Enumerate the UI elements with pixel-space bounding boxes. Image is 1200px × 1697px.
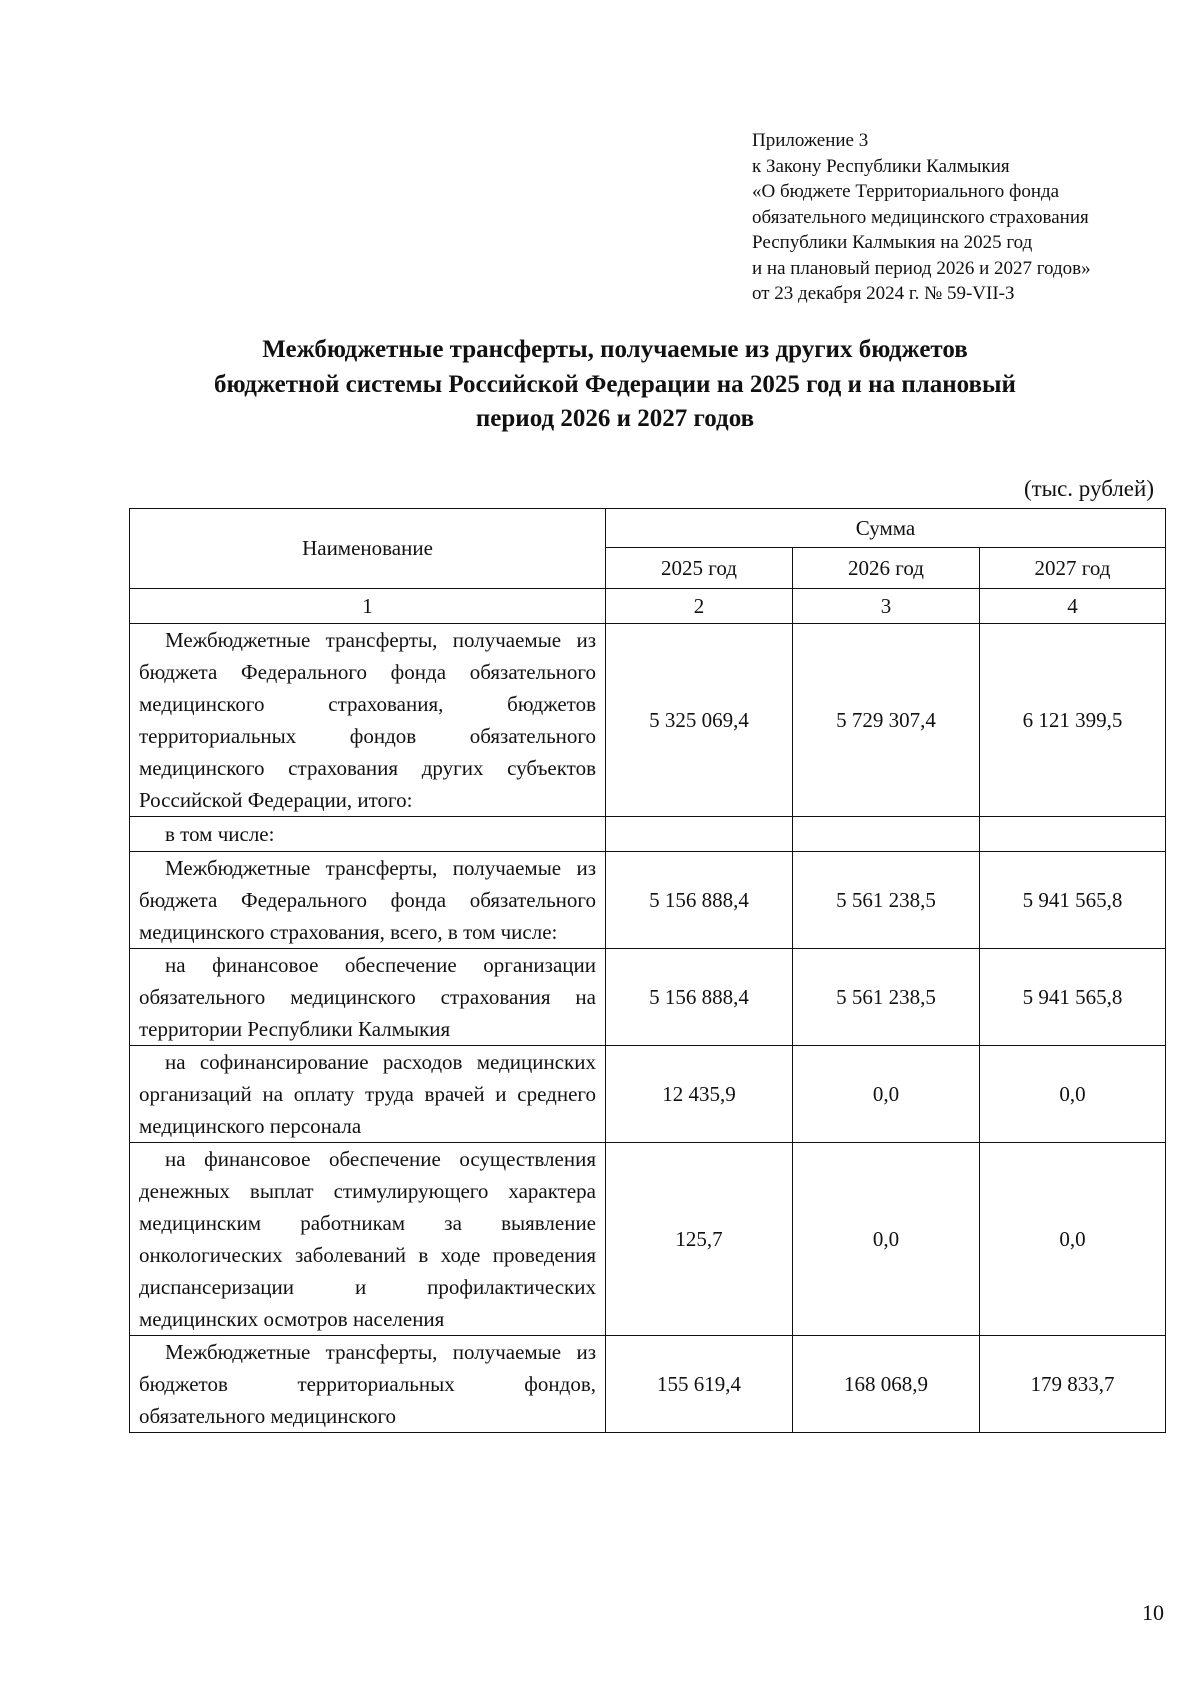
- header-year-2025: 2025 год: [606, 548, 793, 589]
- document-title: [150, 333, 1080, 437]
- title-line: Межбюджетные трансферты, получаемые из других бюджетов: [262, 336, 968, 363]
- value-2025: 5 325 069,4: [606, 624, 793, 817]
- value-2025: 5 156 888,4: [606, 852, 793, 949]
- value-2027: 6 121 399,5: [980, 624, 1166, 817]
- value-2027: [980, 817, 1166, 852]
- appendix-line: обязательного медицинского страхования: [752, 206, 1089, 228]
- column-number: 3: [793, 589, 980, 624]
- column-number: 2: [606, 589, 793, 624]
- title-line: период 2026 и 2027 годов: [475, 405, 755, 432]
- row-name: Межбюджетные трансферты, получаемые из бюджета Федерального фонда обязательного медицинского страхования, всего, в том числе:: [130, 852, 606, 949]
- table-row: [130, 949, 1166, 1046]
- column-number-row: [130, 589, 1166, 624]
- value-2026: 5 729 307,4: [793, 624, 980, 817]
- appendix-line: к Закону Республики Калмыкия: [752, 155, 1010, 177]
- header-sum: Сумма: [606, 509, 1166, 548]
- value-2027: 179 833,7: [980, 1336, 1166, 1433]
- value-2027: 5 941 565,8: [980, 949, 1166, 1046]
- table-row: [130, 852, 1166, 949]
- row-name: Межбюджетные трансферты, получаемые из бюджета Федерального фонда обязательного медицинского страхования, бюджетов территориальных фондов обязательного медицинского страхования других субъектов Российской Федерации, итого:: [130, 624, 606, 817]
- value-2026: 0,0: [793, 1143, 980, 1336]
- transfers-table: [129, 508, 1166, 1433]
- appendix-line: Республики Калмыкия на 2025 год: [752, 232, 1033, 253]
- header-name: Наименование: [130, 509, 606, 589]
- table-row: [130, 1046, 1166, 1143]
- header-year-2027: 2027 год: [980, 548, 1166, 589]
- table-row: [130, 1143, 1166, 1336]
- table-row: [130, 817, 1166, 852]
- value-2026: [793, 817, 980, 852]
- value-2025: 5 156 888,4: [606, 949, 793, 1046]
- row-name: в том числе:: [130, 817, 606, 852]
- value-2026: 5 561 238,5: [793, 949, 980, 1046]
- header-year-2026: 2026 год: [793, 548, 980, 589]
- appendix-line: от 23 декабря 2024 г. № 59-VII-З: [752, 283, 1015, 304]
- value-2027: 0,0: [980, 1046, 1166, 1143]
- table-row: [130, 1336, 1166, 1433]
- value-2027: 5 941 565,8: [980, 852, 1166, 949]
- value-2025: 125,7: [606, 1143, 793, 1336]
- value-2025: [606, 817, 793, 852]
- row-name: на финансовое обеспечение осуществления денежных выплат стимулирующего характера медицинским работникам за выявление онкологических заболеваний в ходе проведения диспансеризации и профилактических медицинских осмотров населения: [130, 1143, 606, 1336]
- page-number: 10: [1142, 1600, 1164, 1625]
- appendix-line: «О бюджете Территориального фонда: [752, 181, 1060, 202]
- value-2027: 0,0: [980, 1143, 1166, 1336]
- appendix-reference: [752, 128, 1091, 307]
- units-label: (тыс. рублей): [1023, 476, 1154, 501]
- value-2025: 12 435,9: [606, 1046, 793, 1143]
- column-number: 4: [980, 589, 1166, 624]
- appendix-line: и на плановый период 2026 и 2027 годов»: [752, 257, 1091, 279]
- appendix-line: Приложение 3: [752, 130, 869, 151]
- value-2026: 0,0: [793, 1046, 980, 1143]
- row-name: Межбюджетные трансферты, получаемые из бюджетов территориальных фондов, обязательного медицинского: [130, 1336, 606, 1433]
- row-name: на финансовое обеспечение организации обязательного медицинского страхования на территории Республики Калмыкия: [130, 949, 606, 1046]
- row-name: на софинансирование расходов медицинских организаций на оплату труда врачей и среднего медицинского персонала: [130, 1046, 606, 1143]
- column-number: 1: [130, 589, 606, 624]
- table-row: [130, 624, 1166, 817]
- value-2025: 155 619,4: [606, 1336, 793, 1433]
- value-2026: 168 068,9: [793, 1336, 980, 1433]
- value-2026: 5 561 238,5: [793, 852, 980, 949]
- title-line: бюджетной системы Российской Федерации на 2025 год и на плановый: [214, 370, 1016, 398]
